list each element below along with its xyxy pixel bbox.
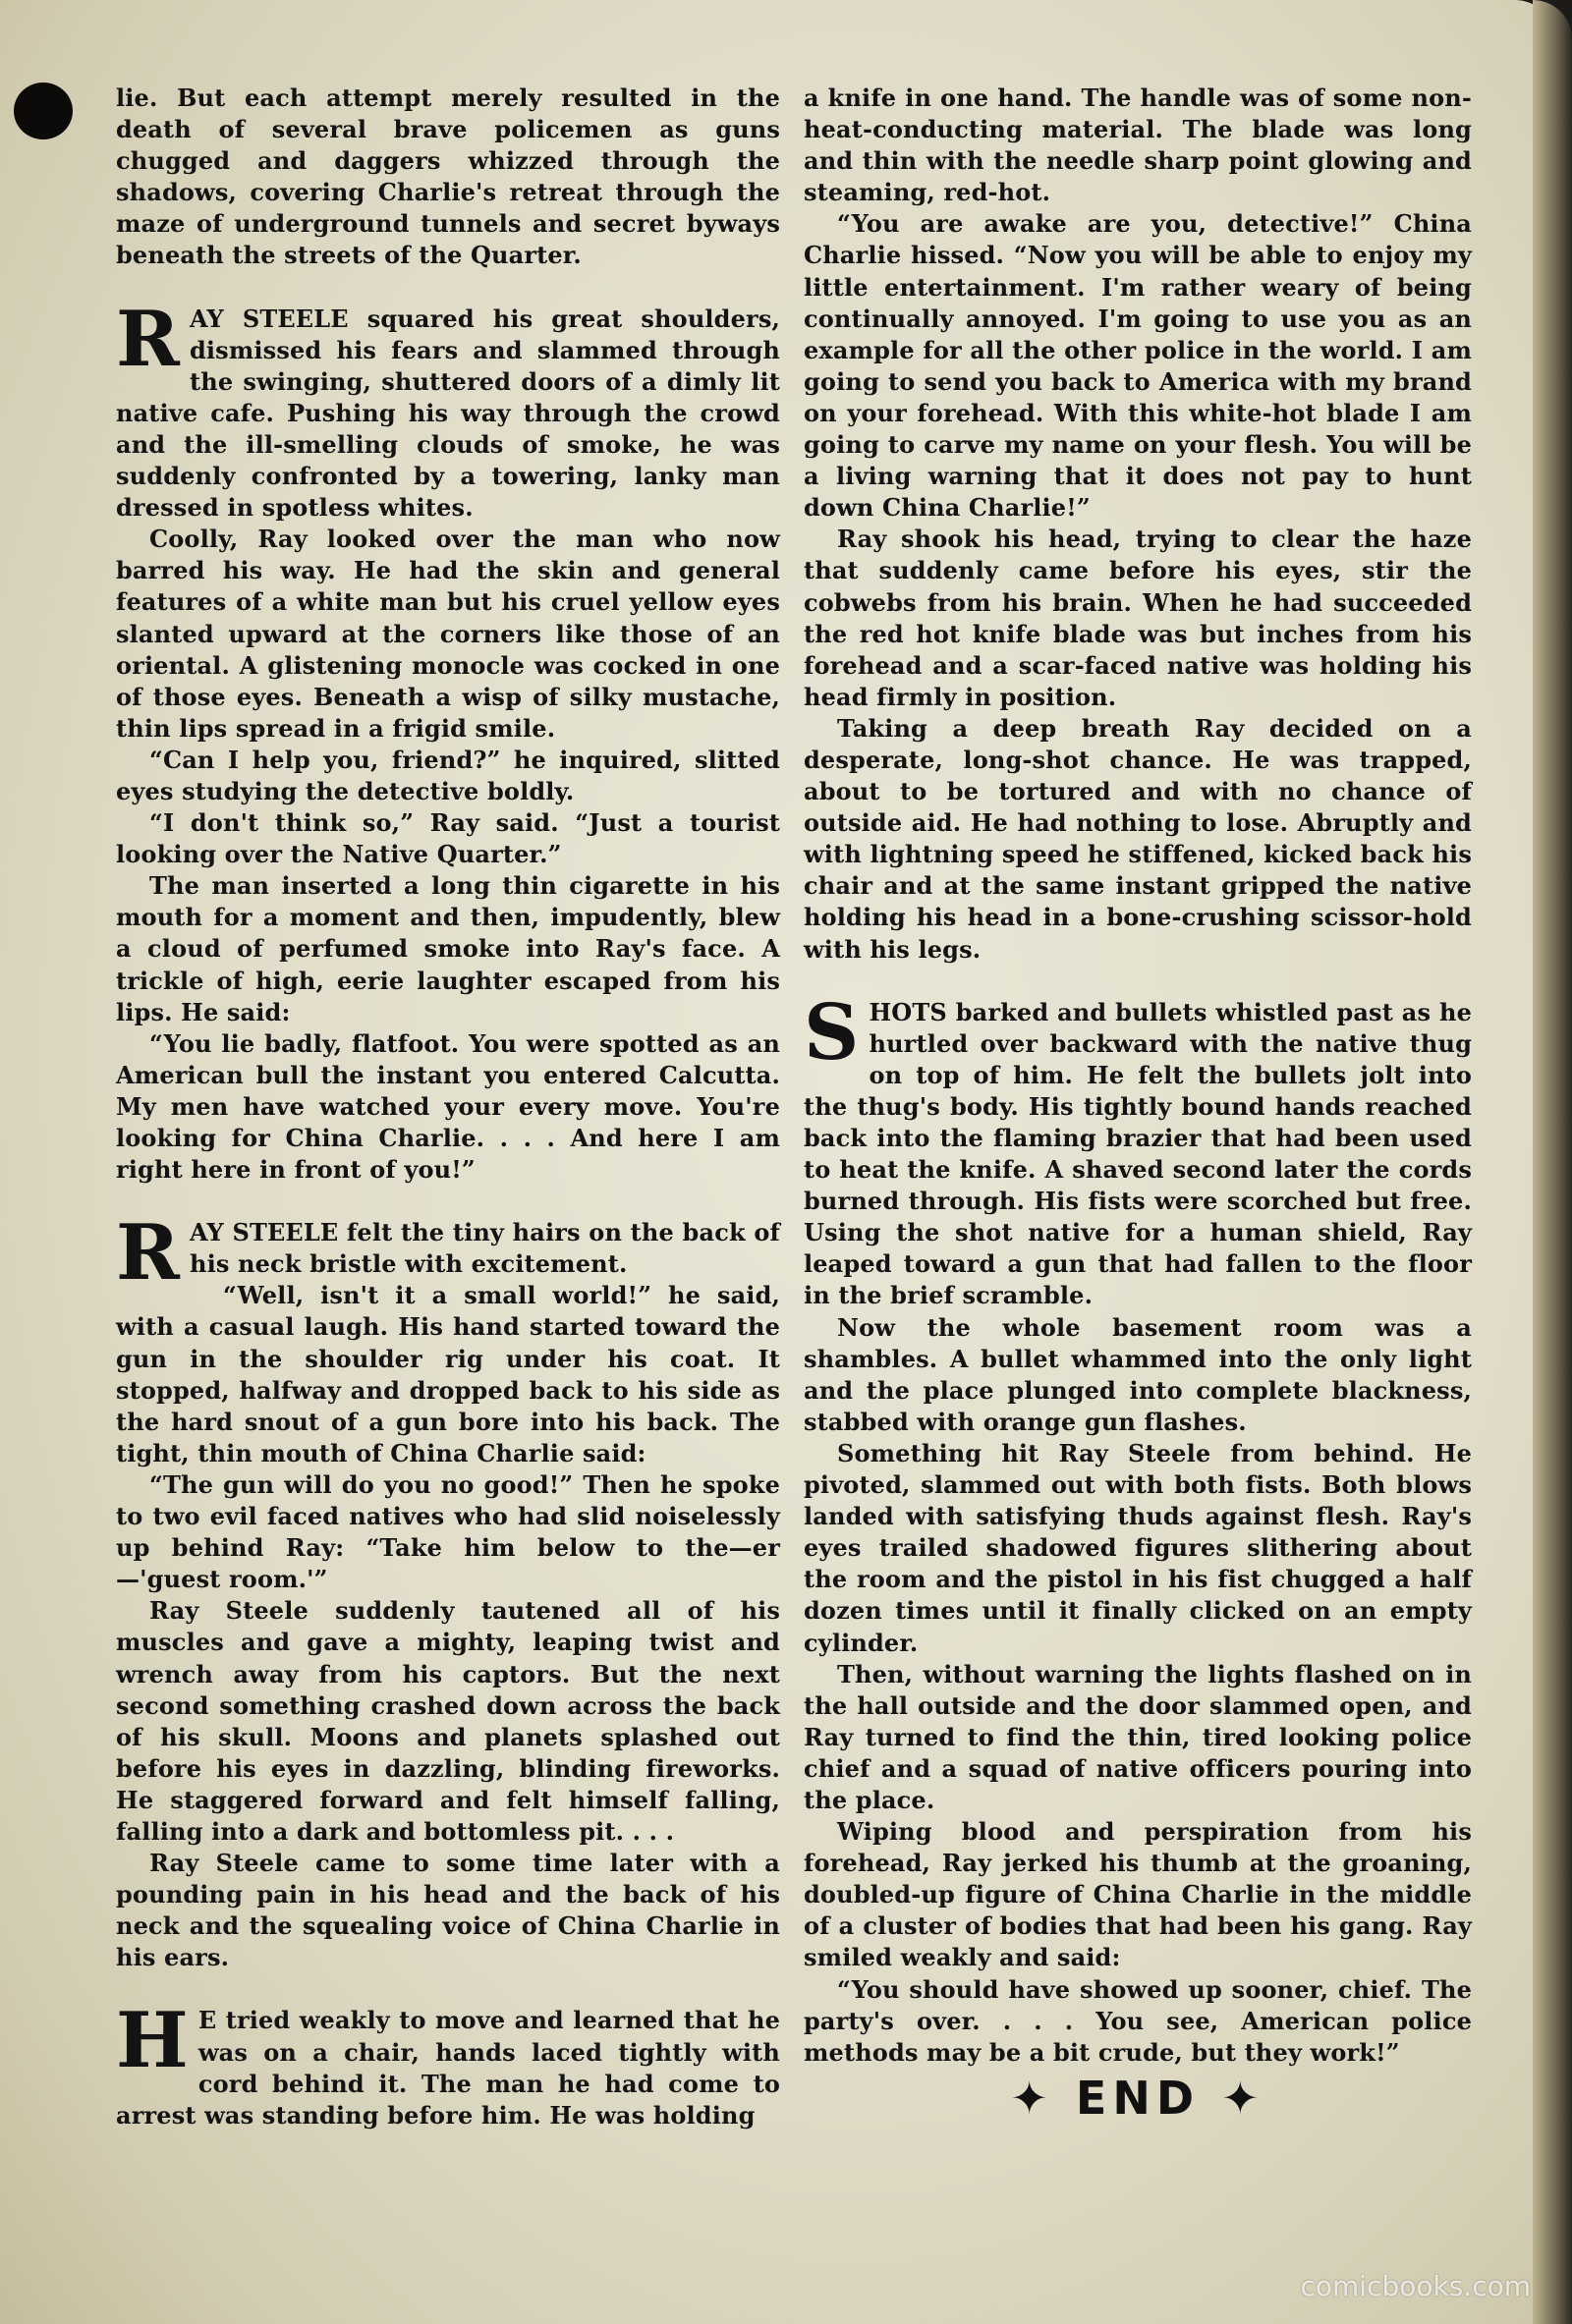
paragraph-text: HOTS barked and bullets whistled past as he hurtled over backward with the native thug on top of him. He felt the bullets jolt into the thug's body. His tightly bound hands reached back into the flaming brazier that had been used to heat the knife. A shaved second later the cords burned through. His fists were scorched but free. Using the shot native for a human shield, Ray leaped toward a gun that had fallen to the floor in the brief scramble. bbox=[804, 997, 1472, 1310]
paragraph: Coolly, Ray looked over the man who now barred his way. He had the skin and general features of a white man but his cruel yellow eyes slanted upward at the corners like those of an oriental. A glistening monocle was cocked in one of those eyes. Beneath a wisp of silky mustache, thin lips spread in a frigid smile. bbox=[116, 525, 780, 743]
drop-cap: R bbox=[116, 294, 180, 384]
watermark: comicbooks.com bbox=[1300, 2270, 1531, 2302]
paragraph: Wiping blood and perspiration from his forehead, Ray jerked his thumb at the groaning, doubled-up figure of China Charlie in the middle of a cluster of bodies that had been his gang. Ray smiled weakly and said: bbox=[804, 1817, 1472, 1972]
paragraph: “You should have showed up sooner, chief. The party's over. . . . You see, American police methods may be a bit crude, but they work!” bbox=[804, 1974, 1472, 2067]
paragraph: Ray Steele came to some time later with a pounding pain in his head and the back of his neck and the squealing voice of China Charlie in his ears. bbox=[116, 1849, 780, 1972]
section-paragraph bbox=[116, 1208, 780, 1299]
right-column bbox=[804, 83, 1472, 2125]
paragraph-text: AY STEELE felt the tiny hairs on the back of his neck bristle with excitement. bbox=[189, 1218, 780, 1279]
paragraph: a knife in one hand. The handle was of some non-heat-conducting material. The blade was long and thin with the needle sharp point glowing and steaming, red-hot. bbox=[804, 83, 1472, 207]
drop-cap: R bbox=[116, 1208, 180, 1299]
paragraph: “Can I help you, friend?” he inquired, slitted eyes studying the detective boldly. bbox=[116, 745, 780, 805]
section-paragraph bbox=[116, 1996, 780, 2130]
paragraph-text: E tried weakly to move and learned that he was on a chair, hands laced tightly with cord behind it. The man he had come to arrest was standing before him. He was holding bbox=[116, 2006, 780, 2130]
drop-cap: S bbox=[804, 987, 860, 1078]
section-paragraph bbox=[116, 294, 780, 525]
paragraph-text: AY STEELE squared his great shoulders, dismissed his fears and slammed through the swinging, shuttered doors of a dimly lit native cafe. Pushing his way through the crowd and the ill-smelling clouds of smoke, he was suddenly confronted by a towering, lanky man dressed in spotless whites. bbox=[116, 304, 780, 523]
paragraph: Now the whole basement room was a shambles. A bullet whammed into the only light and the place plunged into complete blackness, stabbed with orange gun flashes. bbox=[804, 1312, 1472, 1436]
punch-hole bbox=[14, 83, 73, 139]
paragraph: lie. But each attempt merely resulted in the death of several brave policemen as guns chugged and daggers whizzed through the shadows, covering Charlie's retreat through the maze of underground tunnels and secret byways beneath the streets of the Quarter. bbox=[116, 83, 780, 270]
paragraph: Something hit Ray Steele from behind. He pivoted, slammed out with both fists. Both blows landed with satisfying thuds against flesh. Ray's eyes trailed shadowed figures slithering about the room and the pistol in his fist chugged a half dozen times until it finally clicked on an empty cylinder. bbox=[804, 1438, 1472, 1657]
paragraph: Then, without warning the lights flashed on in the hall outside and the door slammed open, and Ray turned to find the thin, tired looking police chief and a squad of native officers pouring into the place. bbox=[804, 1659, 1472, 1814]
paragraph: “Well, isn't it a small world!” he said, with a casual laugh. His hand started toward the gun in the shoulder rig under his coat. It stopped, halfway and dropped back to his side as the hard snout of a gun bore into his back. The tight, thin mouth of China Charlie said: bbox=[116, 1281, 780, 1467]
paragraph: “You lie badly, flatfoot. You were spotted as an American bull the instant you entered Calcutta. My men have watched your every move. You're looking for China Charlie. . . . And here I am right here in front of you!” bbox=[116, 1028, 780, 1185]
paragraph: The man inserted a long thin cigarette in his mouth for a moment and then, impudently, blew a cloud of perfumed smoke into Ray's face. A trickle of high, eerie laughter escaped from his lips. He said: bbox=[116, 871, 780, 1026]
section-paragraph bbox=[804, 987, 1472, 1312]
paragraph: Taking a deep breath Ray decided on a desperate, long-shot chance. He was trapped, about to be tortured and with no chance of outside aid. He had nothing to lose. Abruptly and with lightning speed he stiffened, kicked back his chair and at the same instant gripped the native holding his head in a bone-crushing scissor-hold with his legs. bbox=[804, 713, 1472, 964]
paragraph: Ray Steele suddenly tautened all of his muscles and gave a mighty, leaping twist and wrench away from his captors. But the next second something crashed down across the back of his skull. Moons and planets splashed out before his eyes in dazzling, blinding fireworks. He staggered forward and felt himself falling, falling into a dark and bottomless pit. . . . bbox=[116, 1596, 780, 1846]
paragraph: “The gun will do you no good!” Then he spoke to two evil faced natives who had slid noiselessly up behind Ray: “Take him below to the—er—'guest room.'” bbox=[116, 1469, 780, 1594]
drop-cap: H bbox=[116, 1996, 189, 2086]
paragraph: “I don't think so,” Ray said. “Just a tourist looking over the Native Quarter.” bbox=[116, 808, 780, 869]
page-edge bbox=[1533, 0, 1572, 2324]
paragraph: Ray shook his head, trying to clear the haze that suddenly came before his eyes, stir the cobwebs from his brain. When he had succeeded the red hot knife blade was but inches from his forehead and a scar-faced native was holding his head firmly in position. bbox=[804, 525, 1472, 711]
left-column bbox=[116, 83, 780, 2131]
end-mark: ✦ END ✦ bbox=[1010, 2071, 1265, 2125]
paragraph: “You are awake are you, detective!” China Charlie hissed. “Now you will be able to enjoy my little entertainment. I'm rather weary of being continually annoyed. I'm going to use you as an example for all the other police in the world. I am going to send you back to America with my brand on your forehead. With this white-hot blade I am going to carve my name on your flesh. You will be a living warning that it does not pay to hunt down China Charlie!” bbox=[804, 209, 1472, 523]
